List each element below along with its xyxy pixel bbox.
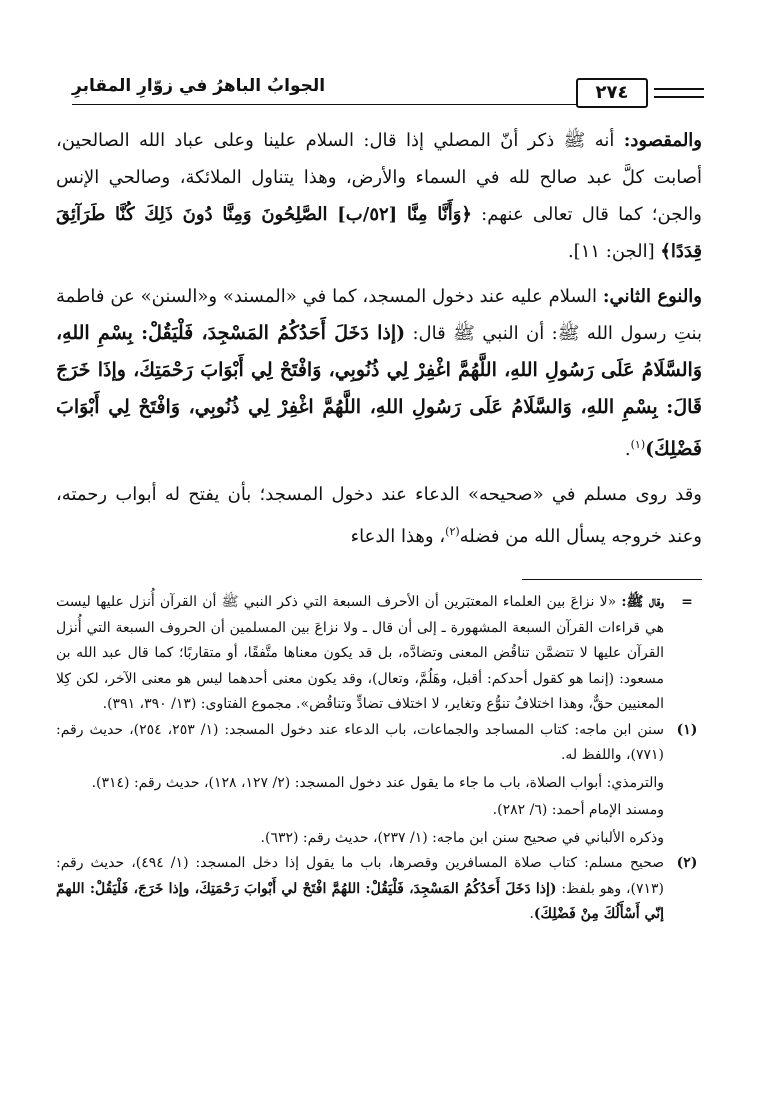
running-title: الجوابُ الباهرُ في زوّارِ المقابرِ — [72, 76, 326, 96]
paragraph-1-text: أنه ﷺ ذكر أنّ المصلي إذا قال: السلام علينا وعلى عباد الله الصالحين، أصابت كلَّ عبد صالح لله في السماء والأرض، وهذا يتناول الملائكة، وصالحي الإنس والجن؛ كما قال تعالى عنهم: — [56, 130, 702, 225]
paragraph-2-tail: . — [624, 439, 631, 460]
footnote-1-line-3: ومسند الإمام أحمد: (٦/ ٢٨٢). — [492, 802, 664, 818]
footnote-1-mark: (١) — [676, 721, 698, 738]
quran-verse: ﴿وَأَنَّا مِنَّا [٥٢/ب] الصَّلِحُونَ وَمِنَّا دُونَ ذَلِكَ كُنَّا طَرَآئِقَ قِدَدًا﴾ — [56, 204, 702, 262]
footnote-continuation — [56, 590, 702, 718]
quran-reference: [الجن: ١١]. — [567, 241, 661, 262]
footnote-2-hadith: (إذا دَخَلَ أَحَدُكُمُ المَسْجِدَ، فَلْيَقُلْ: اللهُمَّ افْتَحْ لي أَبْوابَ رَحْمَتِكَ، وإذا خَرَجَ، فَلْيَقُلْ: اللهمّ إنّي أَسْأَلُكَ مِنْ فَضْلِكَ) — [56, 880, 664, 922]
continuation-mark: = — [681, 594, 693, 610]
paragraph-2 — [56, 278, 702, 468]
footnote-1-line-2: والترمذي: أبواب الصلاة، باب ما جاء ما يقول عند دخول المسجد: (٢/ ١٢٧، ١٢٨)، حديث رقم: (٣١٤). — [91, 774, 664, 791]
footnotes — [56, 590, 702, 928]
paragraph-1-lead: والمقصود: — [623, 130, 702, 151]
footnote-1-line-4: وذكره الألباني في صحيح سنن ابن ماجه: (١/ ٢٣٧)، حديث رقم: (٦٣٢). — [260, 829, 664, 846]
page-header — [72, 74, 704, 110]
footnote-2 — [56, 851, 702, 928]
footnote-1-line-1: سنن ابن ماجه: كتاب المساجد والجماعات، باب الدعاء عند دخول المسجد: (١/ ٢٥٣، ٢٥٤)، حديث رقم: (٧٧١)، واللفظ له. — [56, 721, 665, 763]
header-double-rule — [654, 88, 704, 98]
hadith-text: (إذا دَخَلَ أَحَدُكُمُ المَسْجِدَ، فَلْيَقُلْ: بِسْمِ اللهِ، وَالسَّلَامُ عَلَى رَسُولِ اللهِ، اللَّهُمَّ اغْفِرْ لِي ذُنُوبِي، وَافْتَحْ لِي أَبْوَابَ رَحْمَتِكَ، وإذَا خَرَجَ قَالَ: بِسْمِ اللهِ، وَالسَّلَامُ عَلَى رَسُولِ اللهِ، اللَّهُمَّ اغْفِرْ لِي ذُنُوبِي، وَافْتَحْ لِي أَبْوَابَ فَضْلِكَ) — [56, 322, 702, 460]
footnote-2-text: صحيح مسلم: كتاب صلاة المسافرين وقصرها، باب ما يقول إذا دخل المسجد: (١/ ٤٩٤)، حديث رقم: (٧١٣)، وهو بلفظ: — [56, 855, 665, 897]
paragraph-1 — [56, 122, 702, 270]
paragraph-3-tail: ، وهذا الدعاء — [350, 526, 446, 547]
footnote-ref-1[interactable]: (١) — [630, 438, 646, 451]
paragraph-3 — [56, 476, 702, 555]
footnote-ref-2[interactable]: (٢) — [445, 525, 460, 538]
main-text — [56, 122, 702, 563]
continuation-lead: وقال ﷺ: — [621, 594, 664, 610]
paragraph-2-lead: والنوع الثاني: — [602, 286, 703, 307]
paragraph-2-text: السلام عليه عند دخول المسجد، كما في «المسند» و«السنن» عن فاطمة بنتِ رسول الله ﷺ: أن النبي ﷺ قال: — [56, 286, 702, 344]
footnote-separator — [522, 579, 702, 580]
continuation-text: «لا نزاعَ بين العلماء المعتبَرين أن الأحرف السبعة التي ذكر النبي ﷺ أن القرآن أُنزل عليها ليست هي قراءات القرآن السبعة المشهورة ـ إلى أن قال ـ ولا نزاعَ بين المسلمين أن الحروف السبعة التي أُنزل القرآن عليها لا تتضمَّن تناقُض المعنى وتضادَّه، بل قد يكون معناها متَّفقًا، أو متقاربًا؛ كما قال عبد الله بن مسعود: (إنما هو كقول أحدكم: أقبل، وهَلُمَّ، وتعال)، وقد يكون معنى أحدهما ليس هو معنى الآخر، لكن كِلا المعنيين حقٌّ، وهذا اختلافُ تنوُّع وتغاير، لا اختلاف تضادٍّ وتناقُض». مجموع الفتاوى: (١٣/ ٣٩٠، ٣٩١). — [56, 594, 664, 712]
paragraph-3-text: وقد روى مسلم في «صحيحه» الدعاء عند دخول المسجد؛ بأن يفتح له أبواب رحمته، وعند خروجه يسأل الله من فضله — [56, 484, 702, 547]
header-rule — [72, 104, 576, 105]
footnote-2-mark: (٢) — [676, 855, 698, 871]
footnote-2-tail: . — [529, 906, 534, 922]
footnote-1 — [56, 718, 702, 852]
page-number: ٢٧٤ — [576, 78, 648, 108]
